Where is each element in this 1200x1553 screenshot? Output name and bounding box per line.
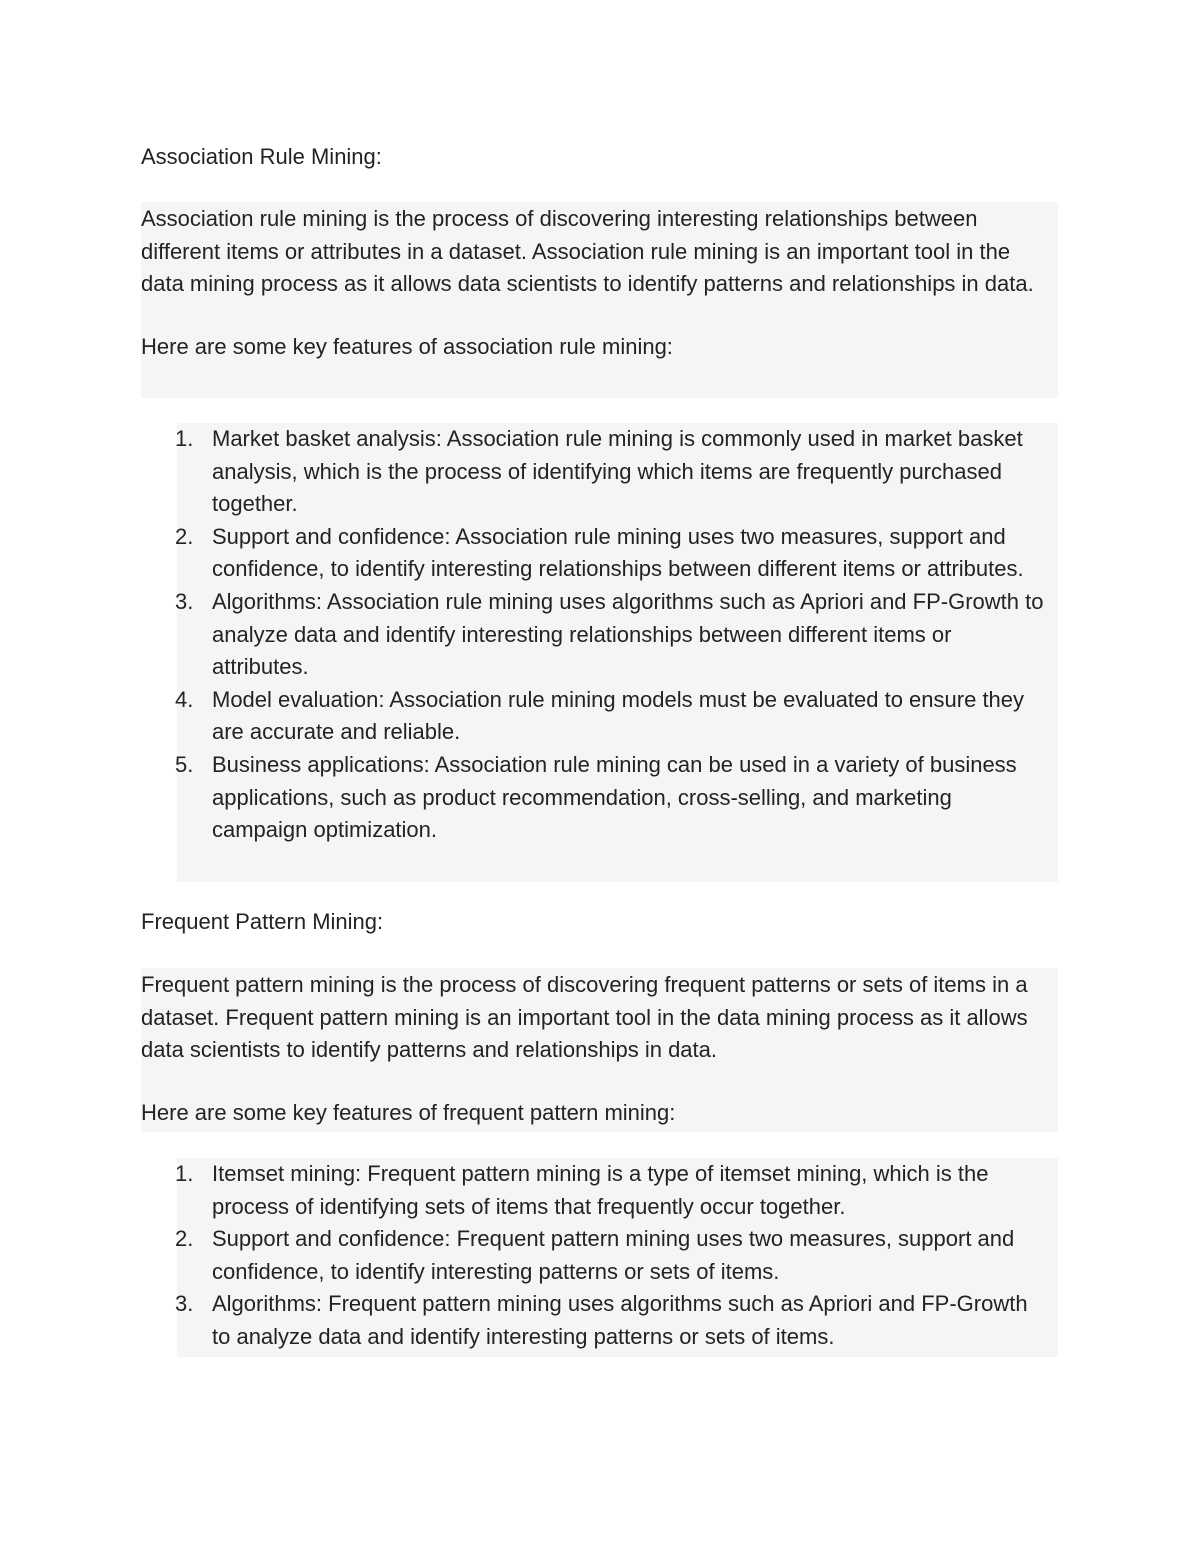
section-body-frequent	[141, 968, 1058, 1132]
list-item: 1. Market basket analysis: Association rule mining is commonly used in market basket analysis, which is the process of identifying which items are frequently purchased together.	[175, 426, 1023, 517]
features-list-frequent	[177, 1158, 1058, 1357]
section-heading-frequent: Frequent Pattern Mining:	[141, 909, 384, 934]
list-item: 1. Itemset mining: Frequent pattern mining is a type of itemset mining, which is the process of identifying sets of items that frequently occur together.	[175, 1161, 989, 1219]
features-intro-association: Here are some key features of association rule mining:	[141, 333, 673, 359]
section-heading-association: Association Rule Mining:	[141, 144, 382, 169]
list-item: 2. Support and confidence: Association rule mining uses two measures, support and confidence, to identify interesting relationships between different items or attributes.	[175, 523, 1024, 582]
features-list-association	[177, 423, 1058, 882]
list-item: 5. Business applications: Association rule mining can be used in a variety of business applications, such as product recommendation, cross-selling, and marketing campaign optimization.	[175, 751, 1017, 843]
features-intro-frequent: Here are some key features of frequent pattern mining:	[141, 1099, 676, 1125]
list-item: 3. Algorithms: Frequent pattern mining uses algorithms such as Apriori and FP-Growth to analyze data and identify interesting patterns or sets of items.	[175, 1291, 1028, 1349]
section-body-association	[141, 202, 1058, 398]
list-item: 2. Support and confidence: Frequent pattern mining uses two measures, support and confidence, to identify interesting patterns or sets of items.	[175, 1226, 1015, 1284]
section-paragraph-frequent: Frequent pattern mining is the process of discovering frequent patterns or sets of items in a dataset. Frequent pattern mining is an important tool in the data mining process as it allows data scientists to identify patterns and relationships in data.	[141, 972, 1028, 1063]
list-item: 3. Algorithms: Association rule mining uses algorithms such as Apriori and FP-Growth to analyze data and identify interesting relationships between different items or attributes.	[175, 588, 1044, 680]
section-paragraph-association: Association rule mining is the process of discovering interesting relationships between different items or attributes in a dataset. Association rule mining is an important tool in the data mining process as it allows data scientists to identify patterns and relationships in data.	[141, 206, 1034, 297]
list-item: 4. Model evaluation: Association rule mining models must be evaluated to ensure they are accurate and reliable.	[175, 686, 1025, 745]
